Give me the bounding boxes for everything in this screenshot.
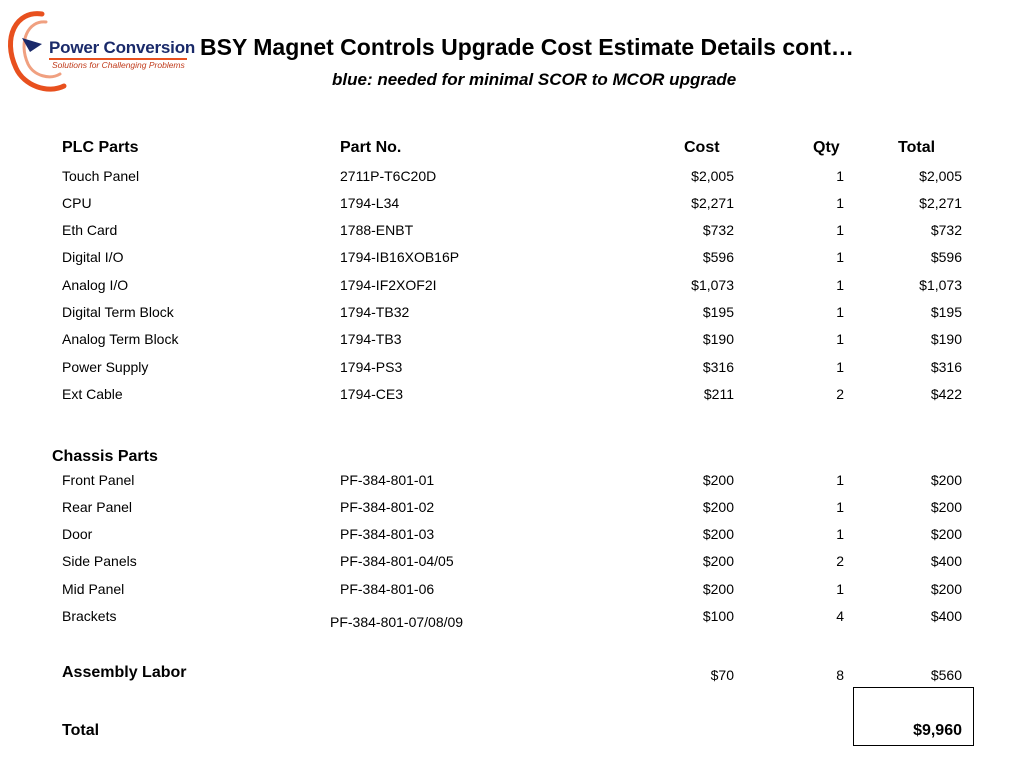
chassis-row-part-no: PF-384-801-02 (340, 499, 435, 515)
plc-row-cost: $2,271 (691, 195, 734, 211)
plc-row-total: $316 (930, 359, 962, 375)
chassis-row-part-no: PF-384-801-06 (340, 581, 435, 597)
plc-row-total: $732 (930, 222, 962, 238)
plc-row-qty: 1 (836, 222, 844, 238)
plc-row-total: $2,271 (919, 195, 962, 211)
plc-row-name: Ext Cable (62, 386, 123, 402)
plc-row-total: $190 (930, 331, 962, 347)
plc-row-cost: $195 (702, 304, 734, 320)
plc-row-cost: $316 (702, 359, 734, 375)
chassis-row-part-no: PF-384-801-04/05 (340, 553, 454, 569)
plc-row-qty: 1 (836, 195, 844, 211)
chassis-row-cost: $200 (702, 553, 734, 569)
plc-row-total: $2,005 (919, 168, 962, 184)
chassis-row-qty: 1 (836, 581, 844, 597)
plc-row-part-no: 1794-IF2XOF2I (340, 277, 437, 293)
chassis-row-name: Front Panel (62, 472, 135, 488)
header-part-no: Part No. (340, 139, 402, 156)
chassis-row-cost: $200 (702, 499, 734, 515)
labor-qty: 8 (836, 667, 844, 683)
chassis-row-qty: 1 (836, 526, 844, 542)
chassis-row-total: $400 (930, 553, 962, 569)
plc-row-part-no: 1794-TB32 (340, 304, 410, 320)
plc-row-cost: $211 (703, 386, 734, 402)
plc-row-cost: $596 (702, 249, 734, 265)
header-qty: Qty (813, 139, 840, 156)
logo-name: Power Conversion (49, 38, 196, 57)
chassis-row-total: $200 (930, 472, 962, 488)
page-subtitle: blue: needed for minimal SCOR to MCOR upgrade (332, 70, 737, 89)
plc-row-name: Power Supply (62, 359, 149, 375)
chassis-row-name: Side Panels (62, 553, 137, 569)
chassis-row-part-no: PF-384-801-03 (340, 526, 435, 542)
chassis-row-total: $200 (930, 499, 962, 515)
plc-row-name: Touch Panel (62, 168, 140, 184)
logo-tagline: Solutions for Challenging Problems (52, 60, 185, 70)
plc-row-part-no: 1794-IB16XOB16P (340, 249, 460, 265)
plc-row-total: $1,073 (919, 277, 962, 293)
plc-row-name: Digital Term Block (62, 304, 174, 320)
grand-total-label: Total (62, 722, 100, 739)
plc-row-total: $422 (930, 386, 962, 402)
chassis-row-name: Door (62, 526, 93, 542)
grand-total-value: $9,960 (913, 722, 962, 739)
chassis-row-cost: $200 (702, 526, 734, 542)
plc-row-part-no: 1794-PS3 (340, 359, 403, 375)
plc-row-cost: $1,073 (691, 277, 734, 293)
plc-row-cost: $2,005 (691, 168, 734, 184)
plc-row-name: Analog I/O (62, 277, 129, 293)
plc-row-qty: 1 (836, 359, 844, 375)
chassis-row-part-no: PF-384-801-01 (340, 472, 435, 488)
labor-cost: $70 (710, 667, 734, 683)
plc-row-qty: 1 (836, 277, 844, 293)
plc-row-name: Analog Term Block (62, 331, 179, 347)
plc-row-part-no: 1794-CE3 (340, 386, 404, 402)
plc-row-qty: 1 (836, 304, 844, 320)
labor-total: $560 (930, 667, 962, 683)
plc-row-name: Digital I/O (62, 249, 124, 265)
plc-row-part-no: 1794-TB3 (340, 331, 402, 347)
chassis-row-total: $200 (930, 526, 962, 542)
plc-row-total: $596 (930, 249, 962, 265)
plc-row-part-no: 1794-L34 (340, 195, 400, 211)
plc-row-total: $195 (930, 304, 962, 320)
labor-label: Assembly Labor (62, 664, 187, 681)
chassis-row-name: Mid Panel (62, 581, 125, 597)
power-conversion-logo (2, 8, 196, 94)
chassis-row-total: $400 (930, 608, 962, 624)
plc-row-part-no: 2711P-T6C20D (340, 168, 437, 184)
header-chassis-parts: Chassis Parts (52, 448, 158, 465)
chassis-row-qty: 4 (836, 608, 844, 624)
plc-row-name: CPU (62, 195, 92, 211)
chassis-row-cost: $100 (702, 608, 734, 624)
header-plc-parts: PLC Parts (62, 139, 139, 156)
plc-row-part-no: 1788-ENBT (340, 222, 414, 238)
header-cost: Cost (684, 139, 720, 156)
chassis-row-part-no: PF-384-801-07/08/09 (330, 614, 464, 630)
plc-row-qty: 1 (836, 249, 844, 265)
plc-row-cost: $190 (702, 331, 734, 347)
plc-row-qty: 2 (836, 386, 844, 402)
plc-row-cost: $732 (702, 222, 734, 238)
page-title: BSY Magnet Controls Upgrade Cost Estimate Details cont… (200, 34, 854, 60)
plc-row-qty: 1 (836, 331, 844, 347)
header-total: Total (898, 139, 936, 156)
chassis-row-qty: 1 (836, 472, 844, 488)
chassis-row-qty: 2 (836, 553, 844, 569)
chassis-row-cost: $200 (702, 581, 734, 597)
chassis-row-cost: $200 (702, 472, 734, 488)
chassis-row-name: Brackets (62, 608, 117, 624)
chassis-row-qty: 1 (836, 499, 844, 515)
chassis-row-name: Rear Panel (62, 499, 133, 515)
plc-row-qty: 1 (836, 168, 844, 184)
plc-row-name: Eth Card (62, 222, 118, 238)
chassis-row-total: $200 (930, 581, 962, 597)
